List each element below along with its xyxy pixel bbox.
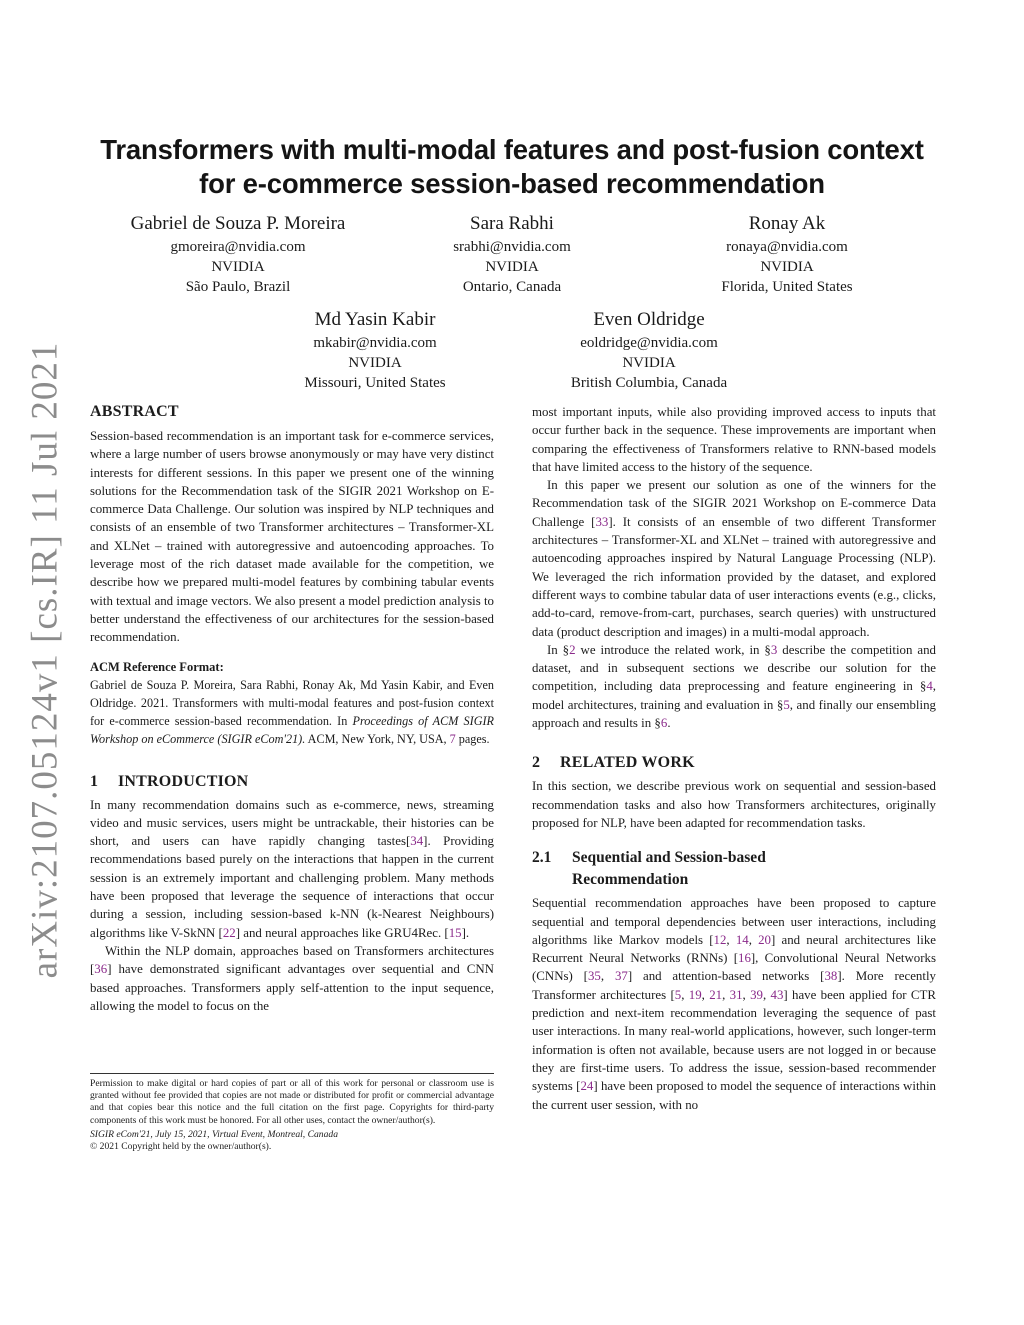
text-run: ], Convolutional Neural Networks (CNNs) [ bbox=[532, 951, 937, 984]
author-location: Missouri, United States bbox=[304, 375, 446, 391]
text-run: ] have been proposed to model the sequence of interactions within the current user session, with no bbox=[532, 1079, 937, 1112]
citation-link[interactable]: 34 bbox=[410, 834, 424, 849]
section-number: 2 bbox=[532, 754, 541, 772]
citation-link[interactable]: 39 bbox=[750, 987, 763, 1002]
author-block-4 bbox=[255, 307, 495, 393]
text-run: ]. bbox=[461, 925, 470, 940]
text-run: In many recommendation domains such as e-commerce, news, streaming video and music services, users might be untrackable, their histories can be short, and users can have rapidly changing tastes[ bbox=[90, 797, 494, 849]
right-column bbox=[532, 403, 936, 1114]
section-title: INTRODUCTION bbox=[118, 772, 249, 790]
section-link[interactable]: 4 bbox=[926, 679, 933, 694]
text-run: ] have been applied for CTR prediction and next-item recommendation leveraging the sequence of past user interactions. In many real-world applications, however, such longer-term information is often not available, because users are not logged in or because they are first-time users. To address the issue, session-based recommender systems [ bbox=[532, 987, 936, 1094]
author-name: Md Yasin Kabir bbox=[314, 309, 436, 330]
text-run: ] and neural architectures like Recurrent Neural Networks (RNNs) [ bbox=[532, 932, 936, 966]
section-number: 1 bbox=[90, 772, 99, 790]
citation-link[interactable]: 20 bbox=[758, 932, 771, 947]
text-run: ] and neural approaches like GRU4Rec. [ bbox=[235, 925, 449, 940]
acm-tail: ACM, New York, NY, USA, bbox=[305, 731, 450, 746]
subsection-paragraph bbox=[532, 894, 936, 1114]
author-org: NVIDIA bbox=[760, 259, 814, 275]
author-org: NVIDIA bbox=[485, 259, 539, 275]
acm-reference-body bbox=[90, 676, 494, 748]
intro-paragraph-3 bbox=[532, 476, 936, 641]
acm-reference-heading: ACM Reference Format: bbox=[90, 659, 224, 674]
citation-link[interactable]: 35 bbox=[587, 969, 601, 984]
author-location: Ontario, Canada bbox=[462, 279, 562, 295]
intro-paragraph-1 bbox=[90, 796, 494, 942]
citation-link[interactable]: 14 bbox=[735, 932, 749, 947]
author-location: São Paulo, Brazil bbox=[185, 279, 291, 295]
citation-link[interactable]: 5 bbox=[674, 987, 682, 1002]
author-block-2 bbox=[392, 211, 632, 297]
author-name: Ronay Ak bbox=[748, 213, 826, 234]
intro-heading bbox=[90, 771, 494, 793]
text-run: , model architectures, training and evaluation in § bbox=[532, 679, 936, 712]
author-email: gmoreira@nvidia.com bbox=[170, 239, 306, 255]
author-org: NVIDIA bbox=[348, 355, 402, 371]
text-run: In this paper we present our solution as one of the winners for the Recommendation task of the SIGIR 2021 Workshop on E-commerce Data Challenge [ bbox=[532, 478, 936, 529]
arxiv-stamp-text: arXiv:2107.05124v1 [cs.IR] 11 Jul 2021 bbox=[24, 341, 66, 979]
subsection-title-2: Recommendation bbox=[572, 871, 689, 889]
author-name: Gabriel de Souza P. Moreira bbox=[130, 213, 346, 234]
intro-paragraph-2 bbox=[90, 942, 494, 1015]
text-run: ]. Providing recommendations based purely on the interactions that happen in the current session is an extremely important and challenging problem. Many methods have been proposed that leverage the sequence of interactions that occur during a session, including session-based k-NN (k-Nearest Neighbours) algorithms like V-SkNN [ bbox=[90, 834, 495, 940]
acm-tail-end: pages. bbox=[455, 731, 490, 746]
section-title: RELATED WORK bbox=[560, 754, 695, 772]
text-run: . bbox=[667, 716, 671, 731]
related-work-text: In this section, we describe previous work on sequential and session-based recommendation tasks and also how Transformers architectures, originally proposed for NLP, have been adapted for recommendation tasks. bbox=[532, 779, 936, 830]
text-run: In § bbox=[547, 642, 570, 657]
citation-link[interactable]: 15 bbox=[448, 925, 462, 940]
acm-authors-title: Gabriel de Souza P. Moreira, Sara Rabhi, Ronay Ak, Md Yasin Kabir, and Even Oldridge. 2021. Transformers with multi-modal features and post-fusion context for e-commerce session-based recommendation. In bbox=[90, 677, 494, 728]
venue-line: SIGIR eCom'21, July 15, 2021, Virtual Event, Montreal, Canada bbox=[90, 1128, 338, 1140]
subsection-title-1: Sequential and Session-based bbox=[572, 849, 766, 867]
copyright-footnote bbox=[90, 1073, 494, 1153]
text-run: , bbox=[681, 987, 689, 1002]
text-run: ]. It consists of an ensemble of two different Transformer architectures – Transformer-XL and XLNet – trained with autoregressive and autoencoding approaches inspired by Natural Language Processing (NLP). We leveraged the rich information provided by the dataset, and explored different ways to combine tabular data of user interactions events (e.g., clicks, add-to-card, remove-from-cart, purchases, search queries) with unstructured data (product description and images) in a multi-modal approach. bbox=[532, 514, 936, 639]
copyright-line: © 2021 Copyright held by the owner/author(s). bbox=[90, 1141, 272, 1153]
text-run: describe the competition and dataset, and in subsequent sections we describe our solution for the competition, including data preprocessing and feature engineering in § bbox=[532, 642, 936, 694]
text-run: we introduce the related work, in § bbox=[575, 642, 771, 657]
text-run: Within the NLP domain, approaches based on Transformers architectures [ bbox=[90, 943, 494, 977]
abstract-text: Session-based recommendation is an important task for e-commerce services, where a large number of users browse anonymously or may have very distinct interests for different sessions. In this paper we present one of the winning solutions for the Recommendation task of the SIGIR 2021 Workshop on E-commerce Data Challenge. Our solution was inspired by NLP techniques and consists of an ensemble of two Transformer architectures – Transformer-XL and XLNet – trained with autoregressive and autoencoding approaches. To leverage most of the rich dataset made available for the competition, we describe how we prepared multi-model features by combining tabular events with textual and image vectors. We also present a model prediction analysis to better understand the effectiveness of our architectures for the session-based recommendation. bbox=[90, 429, 494, 645]
abstract-heading: ABSTRACT bbox=[90, 403, 179, 420]
citation-link[interactable]: 12 bbox=[713, 932, 727, 947]
citation-link[interactable]: 31 bbox=[729, 987, 743, 1002]
section-link[interactable]: 3 bbox=[770, 642, 778, 657]
acm-reference bbox=[90, 659, 494, 748]
author-email: eoldridge@nvidia.com bbox=[580, 335, 718, 351]
citation-link[interactable]: 37 bbox=[614, 969, 628, 984]
title-line-1: Transformers with multi-modal features and post-fusion context bbox=[100, 134, 924, 165]
paper-title bbox=[60, 133, 964, 201]
author-email: mkabir@nvidia.com bbox=[313, 335, 437, 351]
text-run: , bbox=[762, 987, 771, 1002]
citation-link[interactable]: 33 bbox=[595, 514, 609, 529]
author-location: Florida, United States bbox=[721, 279, 853, 295]
author-email: srabhi@nvidia.com bbox=[453, 239, 571, 255]
text-run: , bbox=[742, 987, 751, 1002]
citation-link[interactable]: 38 bbox=[824, 969, 838, 984]
intro-paragraph-4 bbox=[532, 641, 936, 732]
author-name: Sara Rabhi bbox=[470, 213, 554, 234]
citation-link[interactable]: 36 bbox=[94, 962, 108, 977]
intro-paragraph-2-cont: most important inputs, while also providing improved access to inputs that occur further back in the sequence. These improvements are important when comparing the effectiveness of Transformers relative to RNN-based models that have limited access to the history of the sequence. bbox=[532, 405, 936, 474]
text-run: ] and attention-based networks [ bbox=[627, 969, 825, 984]
left-column bbox=[90, 403, 494, 1015]
text-run: ]. More recently Transformer architectures [ bbox=[532, 969, 936, 1002]
text-run: Sequential recommendation approaches have been proposed to capture sequential and temporal dependencies between user interactions, including algorithms like Markov models [ bbox=[532, 896, 936, 947]
author-org: NVIDIA bbox=[211, 259, 265, 275]
author-block-5 bbox=[529, 307, 769, 393]
citation-link[interactable]: 16 bbox=[738, 951, 751, 966]
text-run: ] have demonstrated significant advantages over sequential and CNN based approaches. Transformers apply self-attention to the input sequence, allowing the model to focus on the bbox=[90, 962, 494, 1013]
author-block-3 bbox=[657, 211, 917, 297]
author-location: British Columbia, Canada bbox=[570, 375, 728, 391]
title-line-2: for e-commerce session-based recommendation bbox=[199, 168, 825, 199]
section-link[interactable]: 5 bbox=[783, 697, 790, 712]
citation-link[interactable]: 21 bbox=[709, 987, 723, 1002]
text-run: , bbox=[600, 969, 615, 984]
page-count-link[interactable]: 7 bbox=[449, 731, 456, 746]
citation-link[interactable]: 24 bbox=[580, 1079, 594, 1094]
citation-link[interactable]: 22 bbox=[222, 925, 236, 940]
section-link[interactable]: 2 bbox=[569, 642, 576, 657]
author-org: NVIDIA bbox=[622, 355, 676, 371]
text-run: , bbox=[701, 987, 710, 1002]
subsection-heading bbox=[532, 847, 936, 891]
text-run: , bbox=[726, 932, 736, 947]
text-run: , and finally our ensembling approach and results in § bbox=[532, 697, 936, 731]
related-work-heading bbox=[532, 752, 936, 774]
author-block-1 bbox=[88, 211, 388, 297]
author-name: Even Oldridge bbox=[593, 309, 705, 330]
citation-link[interactable]: 43 bbox=[770, 987, 784, 1002]
acm-venue: Proceedings of ACM SIGIR Workshop on eCommerce (SIGIR eCom'21). bbox=[90, 713, 494, 746]
text-run: , bbox=[722, 987, 730, 1002]
permission-notice: Permission to make digital or hard copies of part or all of this work for personal or classroom use is granted without fee provided that copies are not made or distributed for profit or commercial advantage and that copies bear this notice and the full citation on the first page. Copyrights for third-party components of this work must be honored. For all other uses, contact the owner/author(s). bbox=[90, 1078, 494, 1126]
text-run: , bbox=[748, 932, 759, 947]
subsection-number: 2.1 bbox=[532, 849, 552, 867]
section-link[interactable]: 6 bbox=[660, 716, 668, 731]
citation-link[interactable]: 19 bbox=[688, 987, 702, 1002]
author-email: ronaya@nvidia.com bbox=[726, 239, 848, 255]
